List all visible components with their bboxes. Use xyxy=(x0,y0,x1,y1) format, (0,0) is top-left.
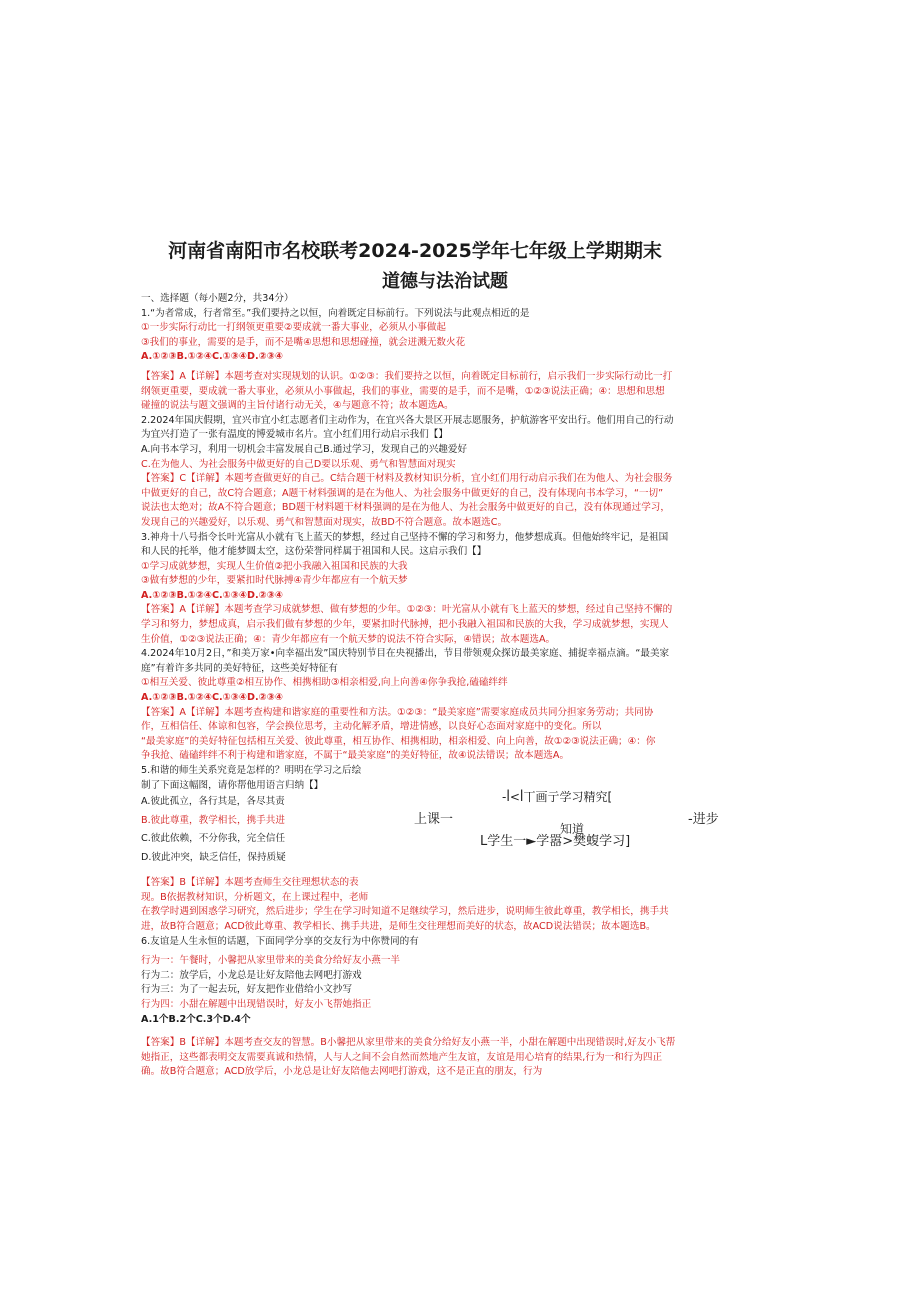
q5-option-d: D.彼此冲突，缺乏信任，保持质疑 xyxy=(141,851,286,863)
q4-choices: A.①②③B.①②④C.①③④D.②③④ xyxy=(141,692,283,704)
q3-option-line: ③做有梦想的少年，要紧扣时代脉搏④青少年都应有一个航天梦 xyxy=(141,575,408,587)
q3-answer: 生价值，①②③说法正确；④：青少年都应有一个航天梦的说法不符合实际，④错误；故本题选A。 xyxy=(141,633,556,645)
q1-option-line: ①一步实际行动比一打纲领更重要②要成就一番大事业，必须从小事做起 xyxy=(141,322,447,334)
q4-stem: 庭”有着许多共同的美好特征，这些美好特征有 xyxy=(141,662,338,674)
document-body xyxy=(141,292,751,1080)
q3-stem: 3.神舟十八号指令长叶光富从小就有飞上蓝天的梦想，经过自己坚持不懈的学习和努力，他梦想成真。但他始终牢记，是祖国 xyxy=(141,531,669,543)
q5-answer: 现。B依据教材知识，分析题文，在上课过程中，老师 xyxy=(141,891,369,903)
q2-answer: 说法也太绝对；故A不符合题意；BD题干材料题干材料强调的是在为他人、为社会服务中做更好的自己，没有体现通过学习， xyxy=(141,502,670,514)
section-heading: 一、选择题（每小题2分，共34分） xyxy=(141,293,294,304)
q4-answer: 争我抢、磕磕绊绊不利于构建和谐家庭，不属于“最美家庭”的美好特征，故④说法错误；故本题选A。 xyxy=(141,750,570,762)
q2-options: C.在为他人、为社会服务中做更好的自己D要以乐观、勇气和智慧面对现实 xyxy=(141,458,456,470)
q2-options: A.向书本学习，利用一切机会丰富发展自己B.通过学习，发现自己的兴趣爱好 xyxy=(141,443,468,455)
q1-choices: A.①②③B.①②④C.①③④D.②③④ xyxy=(141,351,283,363)
q5-option-b: B.彼此尊重，教学相长，携手共进 xyxy=(141,814,285,826)
q6-answer: 她指正，这些都表明交友需要真诚和热情，人与人之间不会自然而然地产生友谊，友谊是用心培育的结果,行为一和行为四正 xyxy=(141,1051,663,1063)
q3-stem: 和人民的托举，他才能梦圆太空，这份荣誉同样属于祖国和人民。这启示我们【】 xyxy=(141,546,487,558)
q5-answer: 在教学时遇到困惑学习研究，然后进步；学生在学习时知道不足继续学习，然后进步，说明师生彼此尊重，教学相长，携手共 xyxy=(141,906,669,918)
q4-option-line: ①相互关爱、彼此尊重②相互协作、相携相助③相亲相爱,向上向善④你争我抢,磕磕绊绊 xyxy=(141,677,508,689)
diagram-left-label: 上课一 xyxy=(414,812,454,827)
q2-stem: 为宜兴打造了一张有温度的博爱城市名片。宜小红们用行动启示我们【】 xyxy=(141,429,448,441)
document-subtitle: 道德与法治试题 xyxy=(382,271,508,292)
teacher-student-diagram xyxy=(412,788,732,852)
diagram-right-label: -进步 xyxy=(688,812,719,827)
q6-stem: 6.友谊是人生永恒的话题，下面同学分享的交友行为中你赞同的有 xyxy=(141,935,419,947)
diagram-bottom-label: L学生一►学嚣>樊蝮学习] xyxy=(480,834,631,849)
q6-behavior: 行为四：小甜在解题中出现错误时，好友小飞帮她指正 xyxy=(141,998,372,1010)
q3-answer: 学习和努力，梦想成真，启示我们做有梦想的少年，要紧扣时代脉搏，把小我融入祖国和民族的大我，学习成就梦想，实现人 xyxy=(141,619,669,631)
q4-answer: “最美家庭”的美好特征包括相互关爱、彼此尊重，相互协作、相携相助，相亲相爱、向上向善，故①②③说法正确；④：你 xyxy=(141,735,656,747)
q6-behavior: 行为一：午餐时，小馨把从家里带来的美食分给好友小燕一半 xyxy=(141,955,401,967)
q2-stem: 2.2024年国庆假期，宜兴市宜小红志愿者们主动作为，在宜兴各大景区开展志愿服务，护航游客平安出行。他们用自己的行动 xyxy=(141,414,674,426)
q2-answer: 发现自己的兴趣爱好，以乐观、勇气和智慧面对现实，故BD不符合题意。故本题选C。 xyxy=(141,516,508,528)
q4-answer: 【答案】A【详解】本题考查构建和谐家庭的重要性和方法。①②③：“最美家庭”需要家庭成员共同分担家务劳动；共同协 xyxy=(141,706,654,718)
document-title: 河南省南阳市名校联考2024-2025学年七年级上学期期末 xyxy=(168,240,662,262)
diagram-top-label: -ꟾ<ꟾ丅画亍学习精究[ xyxy=(502,790,613,804)
q1-answer: 碰撞的说法与题文强调的主旨付诸行动无关，④与题意不符；故本题选A。 xyxy=(141,400,454,412)
q2-answer: 中做更好的自己，故C符合题意；A题干材料强调的是在为他人、为社会服务中做更好的自己，没有体现向书本学习，“一切” xyxy=(141,487,664,499)
q5-stem: 制了下面这幅图，请你帮他用语言归纳【】 xyxy=(141,779,324,791)
q5-answer: 【答案】B【详解】本题考查师生交往理想状态的表 xyxy=(141,877,359,889)
q6-behavior: 行为二：放学后，小龙总是让好友陪他去网吧打游戏 xyxy=(141,969,362,981)
q1-option-line: ③我们的事业，需要的是手，而不是嘴④思想和思想碰撞，就会迸溅无数火花 xyxy=(141,336,466,348)
q3-choices: A.①②③B.①②④C.①③④D.②③④ xyxy=(141,589,283,601)
q1-answer: 【答案】A【详解】本题考查对实现规划的认识。①②③：我们要持之以恒，向着既定目标前行，启示我们一步实际行动比一打 xyxy=(141,370,673,382)
q2-answer: 【答案】C【详解】本题考查做更好的自己。C结合题干材料及教材知识分析，宜小红们用行动启示我们在为他人、为社会服务 xyxy=(141,473,673,485)
q6-choices: A.1个B.2个C.3个D.4个 xyxy=(141,1013,251,1025)
q4-stem: 4.2024年10月2日，”和美万家•向幸福出发”国庆特别节目在央视播出，节目带领观众探访最美家庭、捕捉幸福点滴。“最美家 xyxy=(141,648,670,660)
q3-option-line: ①学习成就梦想，实现人生价值②把小我融入祖国和民族的大我 xyxy=(141,560,408,572)
q4-answer: 作，互相信任、体谅和包容，学会换位思考，主动化解矛盾，增进情感，以良好心态面对家庭中的变化。所以 xyxy=(141,721,602,733)
q1-answer: 纲领更重要，要成就一番大事业，必须从小事做起，我们的事业，需要的是手，而不是嘴，①②③说法正确；④：思想和思想 xyxy=(141,385,665,397)
diagram-middle-label: 知道 xyxy=(560,822,585,836)
q6-answer: 【答案】B【详解】本题考查交友的智慧。B小馨把从家里带来的美食分给好友小燕一半，小甜在解题中出现错误时,好友小飞帮 xyxy=(141,1037,676,1049)
q1-stem: 1.“为者常成，行者常至。”我们要持之以恒，向着既定目标前行。下列说法与此观点相近的是 xyxy=(141,307,530,319)
q5-option-c: C.彼此依赖，不分你我，完全信任 xyxy=(141,833,286,845)
q6-answer: 确。故B符合题意；ACD放学后，小龙总是让好友陪他去网吧打游戏，这不是正直的朋友，行为 xyxy=(141,1066,543,1078)
q5-stem: 5.和谐的师生关系究竟是怎样的？明明在学习之后绘 xyxy=(141,765,362,776)
q5-answer: 进，故B符合题意；ACD彼此尊重、教学相长、携手共进，是师生交往理想而美好的状态，故ACD说法错误；故本题选B。 xyxy=(141,920,656,932)
q3-answer: 【答案】A【详解】本题考查学习成就梦想、做有梦想的少年。①②③：叶光富从小就有飞上蓝天的梦想，经过自己坚持不懈的 xyxy=(141,604,673,616)
q6-behavior: 行为三：为了一起去玩，好友把作业借给小文抄写 xyxy=(141,984,353,996)
q5-option-a: A.彼此孤立，各行其是，各尽其责 xyxy=(141,796,285,808)
